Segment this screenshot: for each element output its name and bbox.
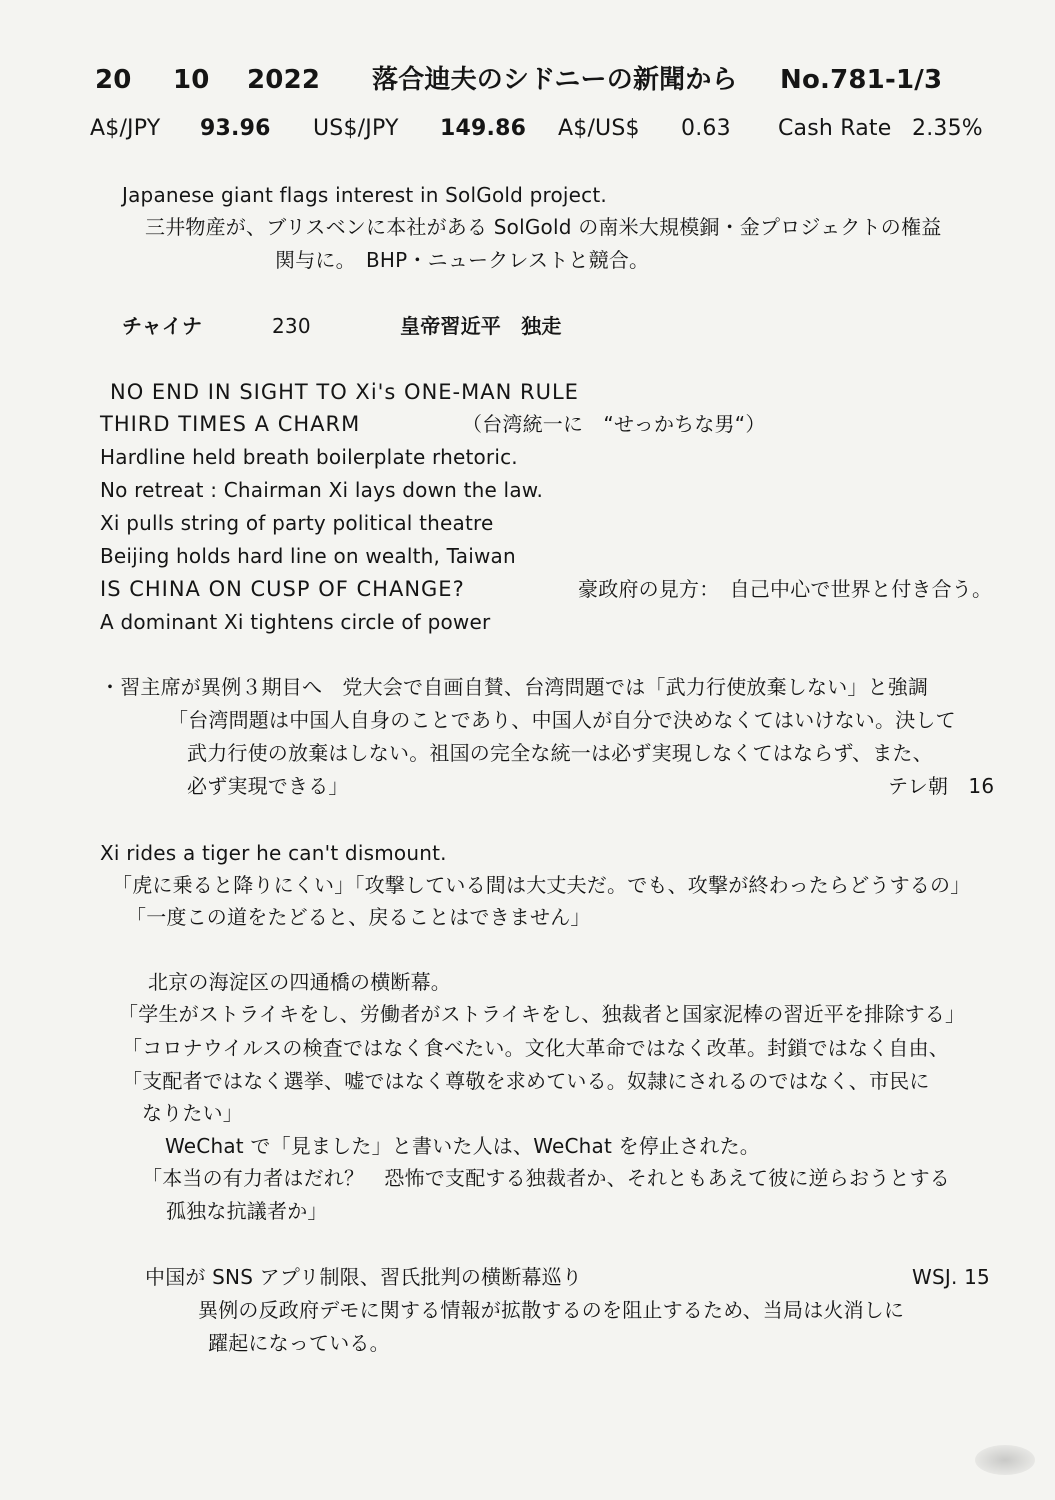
banner-quote-3: 「支配者ではなく選挙、嘘ではなく尊敬を求めている。奴隷にされるのではなく、市民に — [122, 1069, 930, 1093]
third-term-bullet: ・習主席が異例３期目へ 党大会で自画自賛、台湾問題では「武力行使放棄しない」と強調 — [100, 675, 929, 699]
third-term-quote-3: 必ず実現できる」 — [187, 774, 349, 798]
usd-jpy-value: 149.86 — [440, 116, 527, 141]
aud-jpy-label: A$/JPY — [90, 116, 161, 141]
sns-headline: 中国が SNS アプリ制限、習氏批判の横断幕巡り — [145, 1265, 583, 1289]
third-term-quote-2: 武力行使の放棄はしない。祖国の完全な統一は必ず実現しなくてはならず、また、 — [187, 741, 933, 765]
banner-quote-2: 「コロナウイルスの検査ではなく食べたい。文化大革命ではなく改革。封鎖ではなく自由、 — [122, 1036, 949, 1060]
section-number: 230 — [272, 314, 311, 338]
cash-rate-value: 2.35% — [912, 116, 983, 141]
issue-number: No.781-1/3 — [780, 65, 943, 95]
sns-source: WSJ. 15 — [912, 1265, 990, 1289]
solgold-line-2: 関与に。 BHP・ニュークレストと競合。 — [275, 248, 650, 272]
tiger-headline: Xi rides a tiger he can't dismount. — [100, 841, 447, 865]
headline-8: A dominant Xi tightens circle of power — [100, 610, 491, 634]
section-label: チャイナ — [122, 314, 203, 338]
sns-line-2: 躍起になっている。 — [208, 1331, 390, 1355]
date-month: 10 — [173, 65, 210, 95]
aud-usd-label: A$/US$ — [558, 116, 640, 141]
usd-jpy-label: US$/JPY — [313, 116, 399, 141]
banner-quote-1: 「学生がストライキをし、労働者がストライキをし、独裁者と国家泥棒の習近平を排除する」 — [118, 1002, 966, 1026]
tiger-quote-2: 「一度この道をたどると、戻ることはできません」 — [126, 905, 591, 929]
banner-intro: 北京の海淀区の四通橋の横断幕。 — [148, 970, 451, 994]
third-term-source: テレ朝 16 — [888, 774, 995, 798]
headline-1: NO END IN SIGHT TO Xi's ONE-MAN RULE — [110, 380, 579, 404]
wechat-note: WeChat で「見ました」と書いた人は、WeChat を停止された。 — [165, 1134, 761, 1158]
aud-jpy-value: 93.96 — [200, 116, 271, 141]
headline-6: Beijing holds hard line on wealth, Taiwan — [100, 544, 516, 568]
third-term-quote-1: 「台湾問題は中国人自身のことであり、中国人が自分で決めなくてはいけない。決して — [168, 708, 956, 732]
tiger-quote-1: 「虎に乗ると降りにくい」「攻撃している間は大丈夫だ。でも、攻撃が終わったらどうするの」 — [112, 873, 971, 897]
banner-quote-4: なりたい」 — [142, 1101, 243, 1125]
banner-quote-5: 「本当の有力者はだれ？ 恐怖で支配する独裁者か、それともあえて彼に逆らおうとする — [142, 1166, 950, 1190]
cash-rate-label: Cash Rate — [778, 116, 892, 141]
headline-5: Xi pulls string of party political theatre — [100, 511, 494, 535]
section-topic: 皇帝習近平 独走 — [400, 314, 562, 338]
headline-3: Hardline held breath boilerplate rhetoric. — [100, 445, 518, 469]
date-year: 2022 — [247, 65, 321, 95]
scan-smudge — [975, 1445, 1035, 1475]
solgold-headline: Japanese giant flags interest in SolGold project. — [122, 183, 607, 207]
sns-line-1: 異例の反政府デモに関する情報が拡散するのを阻止するため、当局は火消しに — [198, 1298, 905, 1322]
headline-2-jp: （台湾統一に “せっかちな男“） — [462, 412, 766, 436]
headline-7-jp: 豪政府の見方： 自己中心で世界と付き合う。 — [578, 577, 993, 601]
headline-4: No retreat : Chairman Xi lays down the law. — [100, 478, 544, 502]
solgold-line-1: 三井物産が、ブリスベンに本社がある SolGold の南米大規模銅・金プロジェクトの権益 — [145, 215, 942, 239]
document-title: 落合迪夫のシドニーの新聞から — [372, 65, 738, 95]
date-day: 20 — [95, 65, 132, 95]
headline-7-en: IS CHINA ON CUSP OF CHANGE? — [100, 577, 465, 601]
banner-quote-6: 孤独な抗議者か」 — [166, 1199, 328, 1223]
headline-2-en: THIRD TIMES A CHARM — [100, 412, 361, 436]
aud-usd-value: 0.63 — [681, 116, 731, 141]
